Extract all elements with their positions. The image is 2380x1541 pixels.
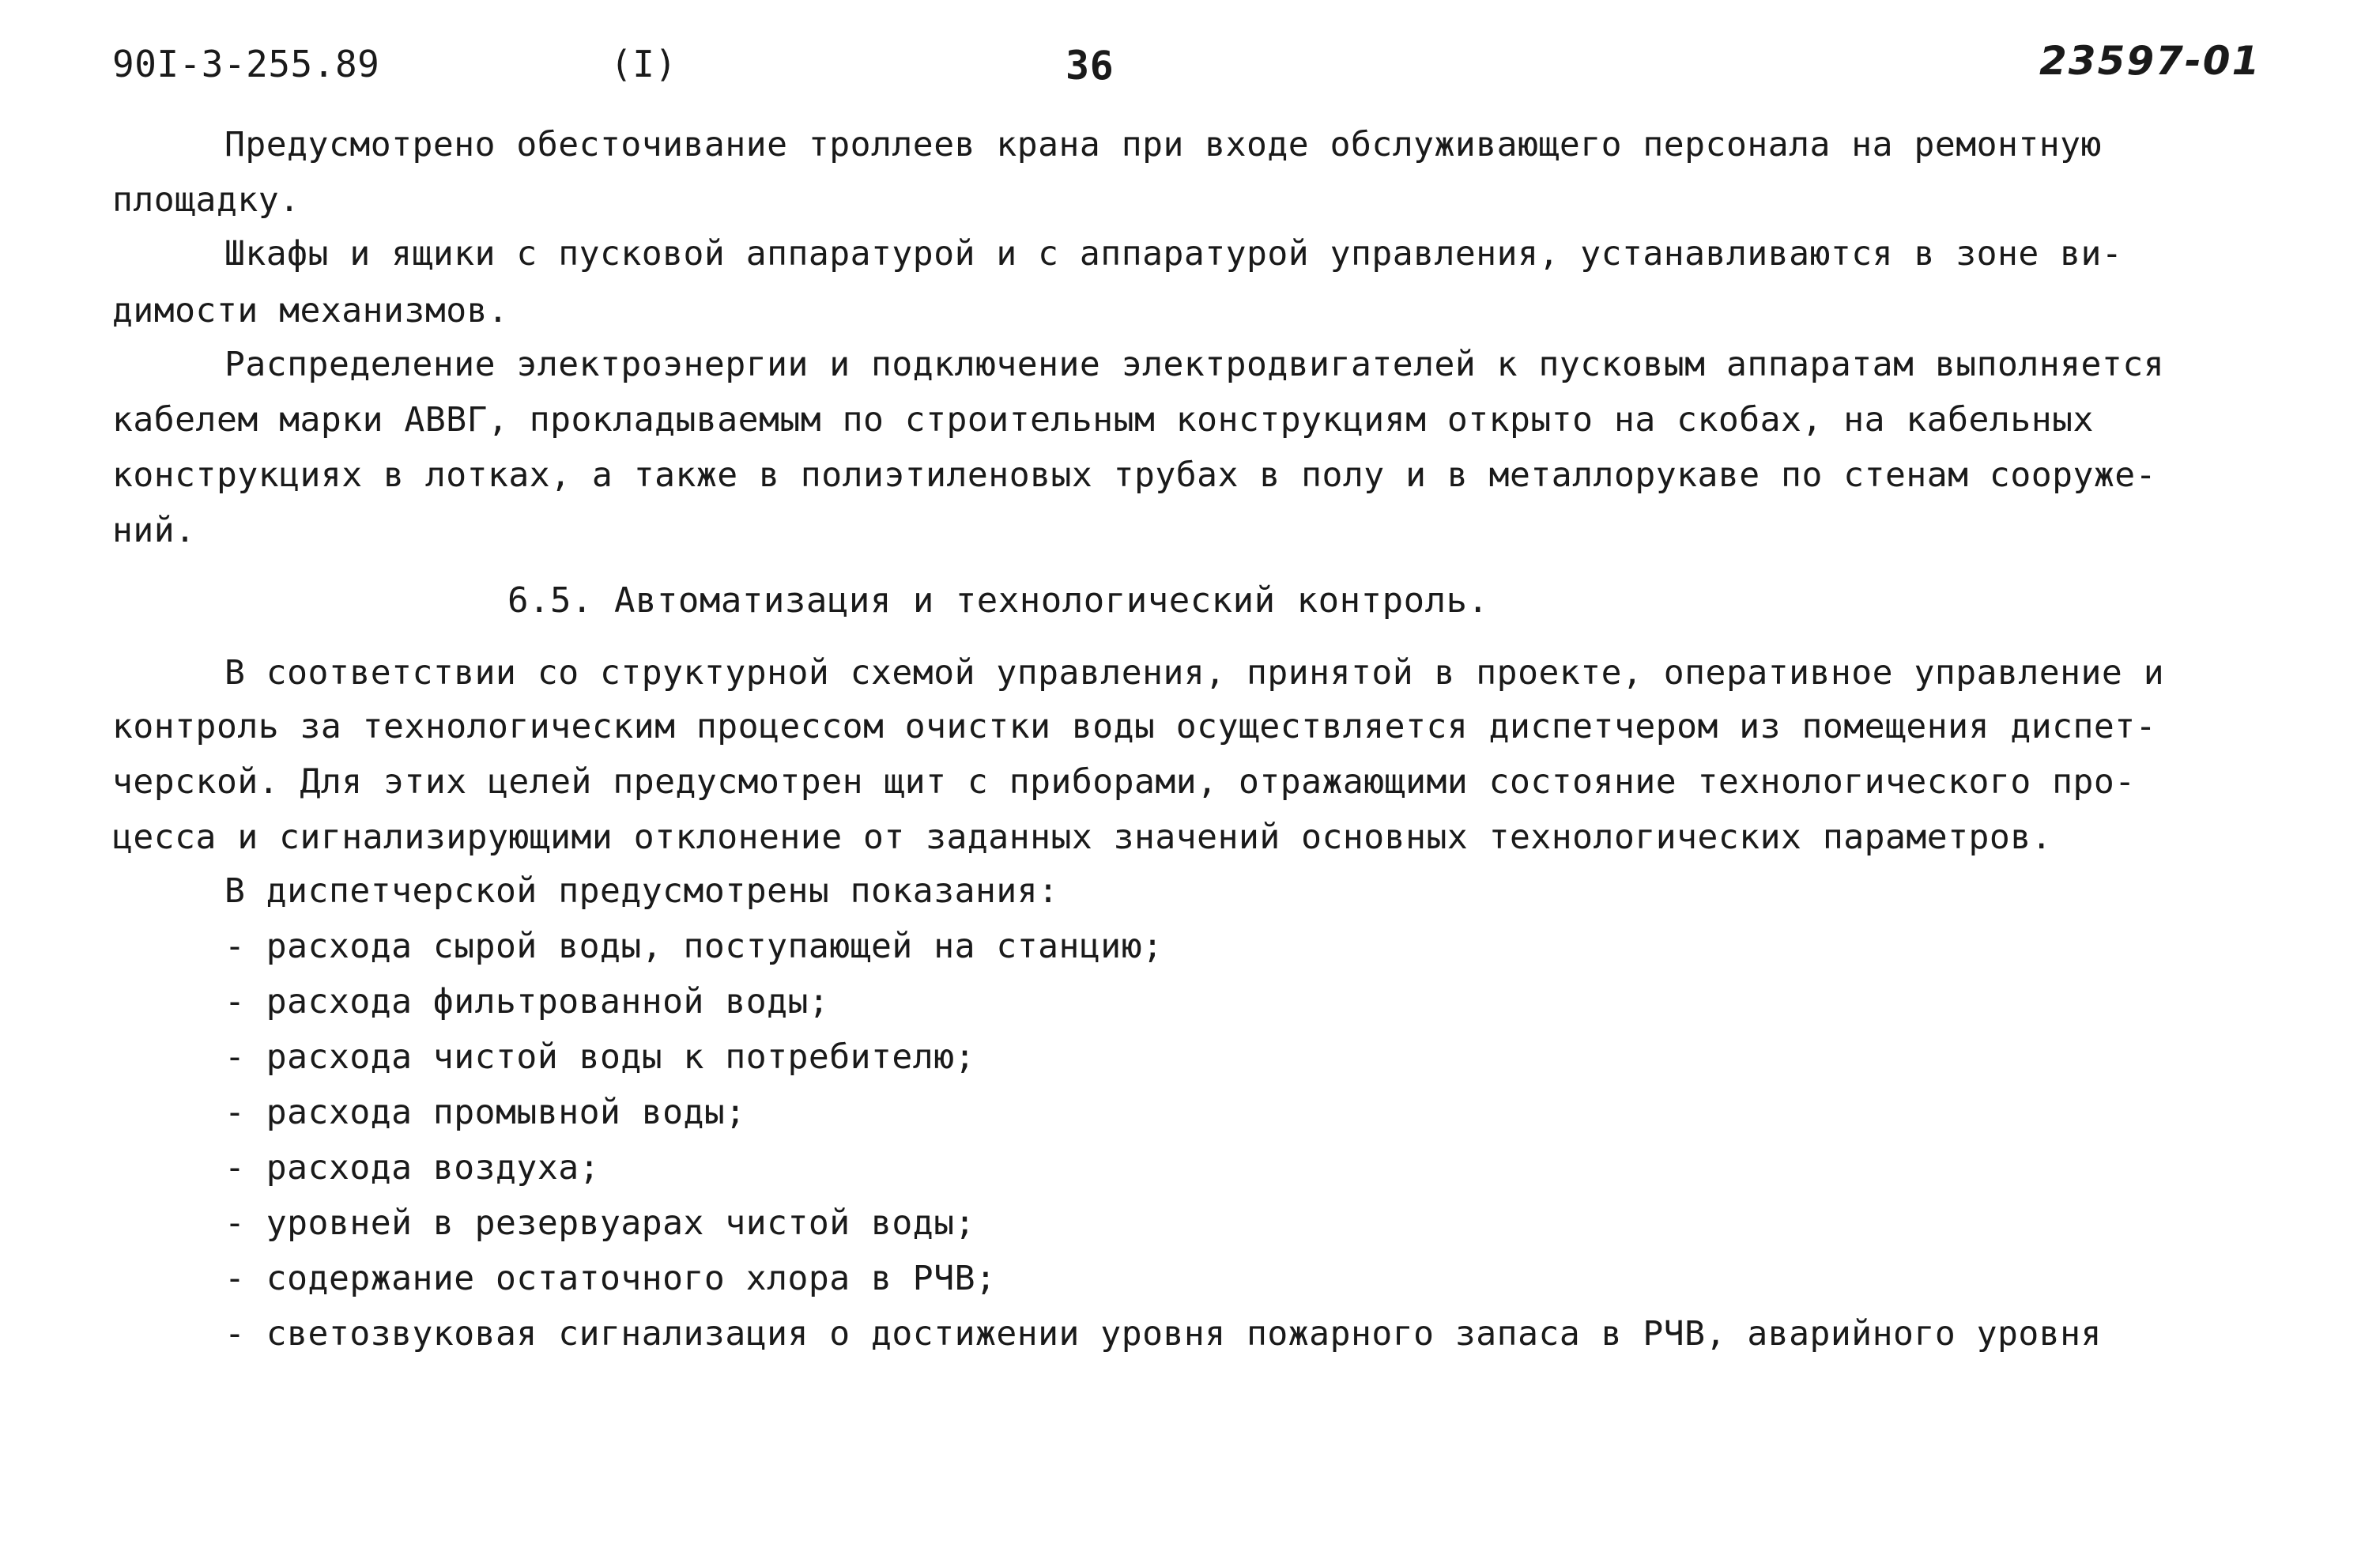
paragraph-4-line-4: цесса и сигнализирующими отклонение от заданных значений основных технологических параметров. (112, 818, 2053, 857)
list-intro: В диспетчерской предусмотрены показания: (224, 871, 1059, 911)
registration-number: 23597-01 (2039, 38, 2261, 84)
document-part: (I) (610, 43, 677, 85)
list-item: - уровней в резервуарах чистой воды; (224, 1203, 975, 1243)
paragraph-1-line-1: Предусмотрено обесточивание троллеев крана при входе обслуживающего персонала на ремонтную (224, 125, 2102, 164)
paragraph-4-line-3: черской. Для этих целей предусмотрен щит с приборами, отражающими состояние технологического про- (112, 762, 2136, 802)
list-item: - содержание остаточного хлора в РЧВ; (224, 1259, 997, 1298)
paragraph-2-line-1: Шкафы и ящики с пусковой аппаратурой и с аппаратурой управления, устанавливаются в зоне ви- (224, 234, 2123, 274)
paragraph-3-line-1: Распределение электроэнергии и подключение электродвигателей к пусковым аппаратам выполняется (224, 345, 2165, 384)
paragraph-3-line-2: кабелем марки АВВГ, прокладываемым по строительным конструкциям открыто на скобах, на кабельных (112, 400, 2094, 440)
section-heading: 6.5. Автоматизация и технологический контроль. (507, 580, 1489, 621)
paragraph-4-line-1: В соответствии со структурной схемой управления, принятой в проекте, оперативное управление и (224, 653, 2165, 693)
paragraph-1-line-2: площадку. (112, 180, 300, 220)
list-item: - расхода промывной воды; (224, 1093, 746, 1132)
page-number: 36 (1066, 43, 1115, 89)
list-item: - расхода чистой воды к потребителю; (224, 1037, 975, 1077)
paragraph-4-line-2: контроль за технологическим процессом очистки воды осуществляется диспетчером из помещения диспет- (112, 707, 2157, 746)
list-item: - расхода фильтрованной воды; (224, 982, 830, 1022)
document-code: 90I-3-255.89 (112, 43, 380, 85)
list-item: - расхода воздуха; (224, 1148, 600, 1188)
list-item: - светозвуковая сигнализация о достижении уровня пожарного запаса в РЧВ, аварийного уровня (224, 1314, 2102, 1354)
paragraph-3-line-4: ний. (112, 511, 196, 550)
paragraph-2-line-2: димости механизмов. (112, 291, 509, 330)
paragraph-3-line-3: конструкциях в лотках, а также в полиэтиленовых трубах в полу и в металлорукаве по стенам сооруже- (112, 455, 2157, 495)
list-item: - расхода сырой воды, поступающей на станцию; (224, 927, 1164, 966)
